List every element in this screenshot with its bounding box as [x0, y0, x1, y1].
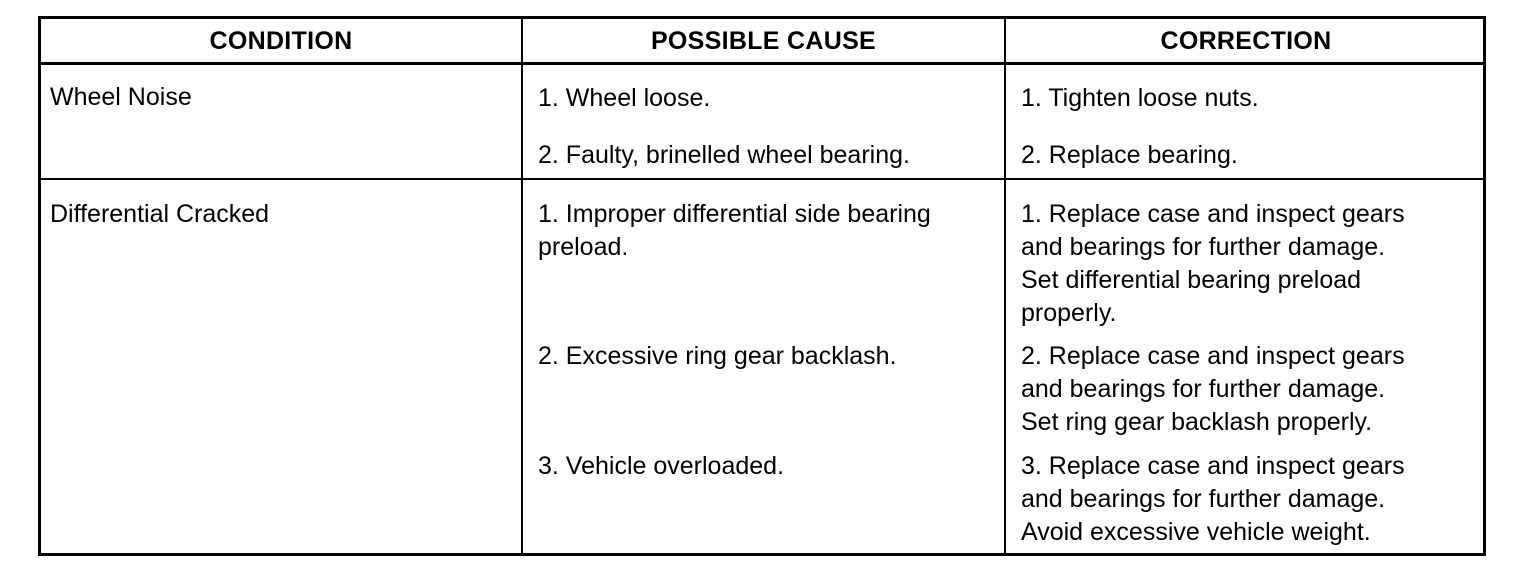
correction-line: 2. Replace case and inspect gears [1021, 342, 1405, 370]
correction-line: and bearings for further damage. [1021, 233, 1386, 261]
cause-line: 1. Wheel loose. [538, 84, 711, 112]
cause-cell [538, 340, 897, 373]
correction-line: 3. Replace case and inspect gears [1021, 452, 1405, 480]
correction-line: 2. Replace bearing. [1021, 141, 1238, 169]
correction-line: Avoid excessive vehicle weight. [1021, 518, 1371, 546]
correction-line: properly. [1021, 299, 1117, 327]
correction-cell [1021, 340, 1405, 439]
correction-line: 1. Tighten loose nuts. [1021, 84, 1259, 112]
cause-cell [538, 139, 910, 172]
cause-line: preload. [538, 233, 629, 261]
condition-cell: Differential Cracked [50, 200, 270, 228]
header-possible-cause: POSSIBLE CAUSE [650, 27, 877, 55]
correction-line: 1. Replace case and inspect gears [1021, 200, 1405, 228]
correction-cell [1021, 82, 1259, 115]
cause-line: 3. Vehicle overloaded. [538, 452, 785, 480]
correction-cell [1021, 198, 1405, 330]
row-divider [41, 178, 1483, 180]
correction-cell [1021, 450, 1405, 549]
cause-line: 1. Improper differential side bearing [538, 200, 931, 228]
condition-cell: Wheel Noise [50, 83, 192, 111]
cause-cell [538, 82, 710, 115]
column-divider [521, 19, 523, 553]
diagnosis-table [38, 16, 1486, 556]
column-divider [1004, 19, 1006, 553]
cause-line: 2. Excessive ring gear backlash. [538, 342, 897, 370]
cause-cell [538, 450, 784, 483]
correction-cell [1021, 139, 1238, 172]
header-correction: CORRECTION [1160, 27, 1332, 55]
correction-line: Set differential bearing preload [1021, 266, 1362, 294]
correction-line: Set ring gear backlash properly. [1021, 408, 1373, 436]
cause-line: 2. Faulty, brinelled wheel bearing. [538, 141, 910, 169]
correction-line: and bearings for further damage. [1021, 485, 1386, 513]
header-condition: CONDITION [209, 27, 353, 55]
cause-cell [538, 198, 931, 264]
correction-line: and bearings for further damage. [1021, 375, 1386, 403]
